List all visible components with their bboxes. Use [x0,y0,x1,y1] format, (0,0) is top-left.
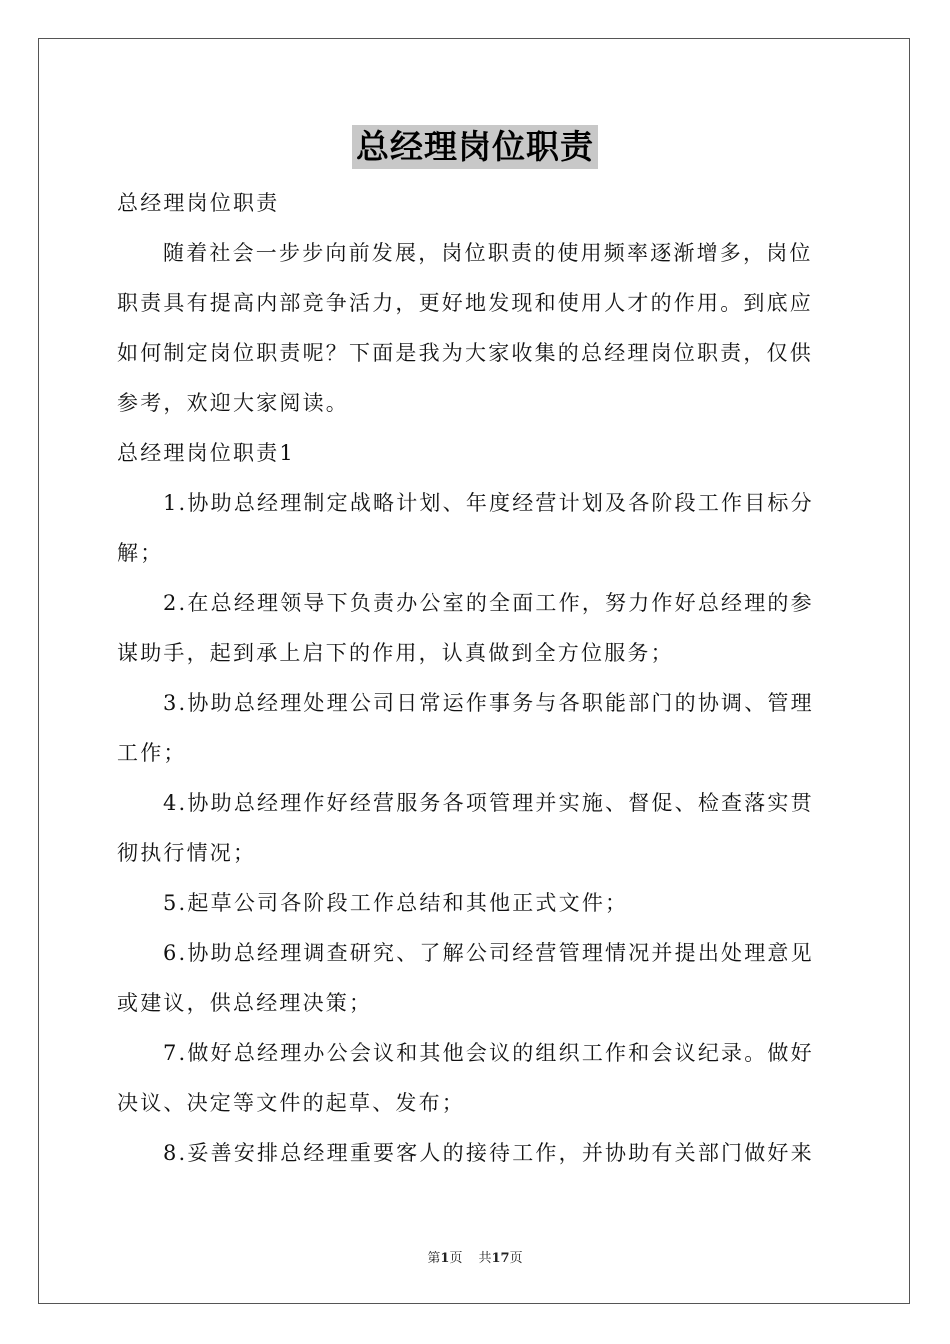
section-heading: 总经理岗位职责1 [117,441,295,465]
list-item: 7.做好总经理办公会议和其他会议的组织工作和会议纪录。做好决议、决定等文件的起草、发布； [117,1041,814,1115]
list-item: 1.协助总经理制定战略计划、年度经营计划及各阶段工作目标分解； [117,491,814,565]
list-item: 6.协助总经理调查研究、了解公司经营管理情况并提出处理意见或建议，供总经理决策； [117,941,814,1015]
page-footer [0,1247,950,1266]
total-pages: 17 [491,1251,510,1266]
document-body [117,178,833,1178]
list-item: 8.妥善安排总经理重要客人的接待工作，并协助有关部门做好来 [163,1141,814,1165]
total-prefix: 共 [478,1251,492,1266]
list-item: 3.协助总经理处理公司日常运作事务与各职能部门的协调、管理工作； [117,691,814,765]
list-item: 5.起草公司各阶段工作总结和其他正式文件； [163,891,629,915]
page-number: 1 [440,1251,450,1266]
list-item: 2.在总经理领导下负责办公室的全面工作，努力作好总经理的参谋助手，起到承上启下的作用，认真做到全方位服务； [117,591,814,665]
page-prefix: 第 [427,1251,441,1266]
total-suffix: 页 [509,1251,523,1266]
paragraph: 总经理岗位职责 [117,191,280,215]
page-suffix: 页 [449,1251,463,1266]
document-title: 总经理岗位职责 [352,125,598,169]
title-wrapper [0,125,950,169]
list-item: 4.协助总经理作好经营服务各项管理并实施、督促、检查落实贯彻执行情况； [117,791,814,865]
paragraph: 随着社会一步步向前发展，岗位职责的使用频率逐渐增多，岗位职责具有提高内部竞争活力，更好地发现和使用人才的作用。到底应如何制定岗位职责呢？下面是我为大家收集的总经理岗位职责，仅供参考，欢迎大家阅读。 [117,241,813,415]
